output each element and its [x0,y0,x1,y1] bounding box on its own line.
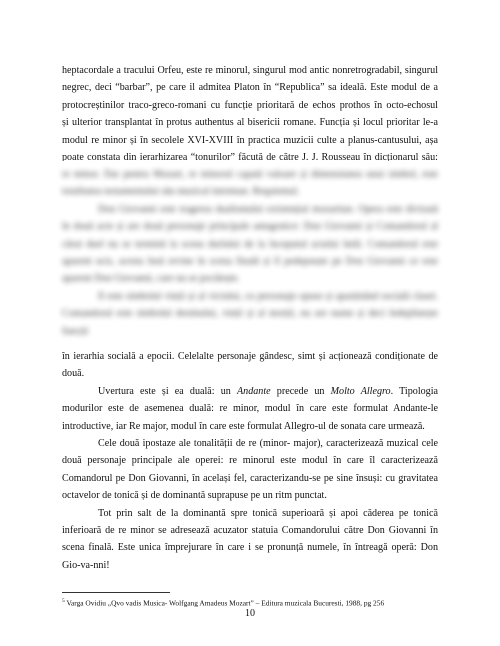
text-line: protocreștinilor traco-greco-romani cu funcție prioritară de echos prothos în octo-echosul [62,99,438,111]
footnote-text: Varga Ovidiu „Qvo vadis Musica- Wolfgang Amadeus Mozart” – Editura muzicala Bucuresti, 1988, pg 256 [64,598,385,608]
text-line: în ierarhia socială a epocii. Celelalte personaje gândesc, simt și acționează condiționate de [62,351,438,362]
blurred-paragraph: Il este simbolul vieții și al viciului, cu personaje opuse și aparținând socială clasei. Comandorul este simbolul destinului, vieții și al morții, nu are nume și deci îndeplinește funcții [62,290,438,337]
footnote-marker: 5 [62,598,65,604]
blurred-text-region [62,166,438,350]
paragraph-uvertura [62,383,438,435]
bottom-text [62,348,438,574]
text-line: două. [62,368,85,380]
footnote [62,596,442,608]
blurred-paragraph: re minor. Dar pentru Mozart, re minorul capată valoare și dimensiunea unui simbol, este totalitatea testamentului său muzical intreman. Requiemul. [62,169,438,198]
top-paragraph [62,62,438,161]
paragraph-text: Uvertura este și ea duală: un [98,385,237,397]
text-line: poate constata din ierarhizarea “tonurilor” făcută de către J. J. Rousseau în dicționarul său: [62,151,438,161]
paragraph-ipostaze: Cele două ipostaze ale tonalității de re (minor- major), caracterizează muzical cele două personaje principale ale operei: re minorul este modul în care îl caracterizează Comandorul pe Don Giovanni, în același fel, caracterizandu-se pe sine însuși: cu gravitatea octavelor de tonică și de dominantă suprapuse pe un ritm punctat. [62,438,438,502]
page-number: 10 [245,608,255,619]
text-line: heptacordale a tracului Orfeu, este re minorul, singurul mod antic nonretrogradabil, singurul [62,65,438,76]
text-line: modul re minor și în secolele XVI-XVIII în practica muzicii culte a planus-cantusului, așa [62,134,438,146]
italic-term: Molto Allegro [330,385,391,397]
paragraph-salt: Tot prin salt de la dominantă spre tonică superioară și apoi căderea pe tonică inferioară de re minor se adresează acuzator statuia Comandorului către Don Giovanni în scena finală. Este unica împrejurare în care i se pronunță numele, în întreagă operă: Don Gio-va-nni! [62,507,438,571]
text-line: și ulterior transplantat în protus authentus al bisericii romane. Funcția și locul prioritar le-a [62,117,438,129]
paragraph-text: . Tipologia modurilor este de asemenea duală: re minor, modul în care este formulat Andante-le introductive, iar Re major, modul în care este formulat Allegro-ul de sonata care urmează. [62,385,439,432]
italic-term: Andante [237,385,271,397]
blurred-paragraph: Don Giovanni este tragerea dualismului existențial mozartian. Opera este divizată în două acte și are două personaje principale antagonice: Don Giovanni și Comandorul al cărui duel nu se termină la scena durlului de la începutul actului întâi. Comandorul este aparent ucis, acesta însă revine în scena finală și îl pedepsește pe Don Giovanni ce este aparent Don Giovanni, care nu se pocăiește. [62,203,438,285]
paragraph-text: precede un [270,385,331,397]
footnote-separator [62,592,170,593]
text-line: negrec, deci “barbar”, pe care il admitea Platon în “Republica” sa ideală. Este modul de a [62,82,438,94]
